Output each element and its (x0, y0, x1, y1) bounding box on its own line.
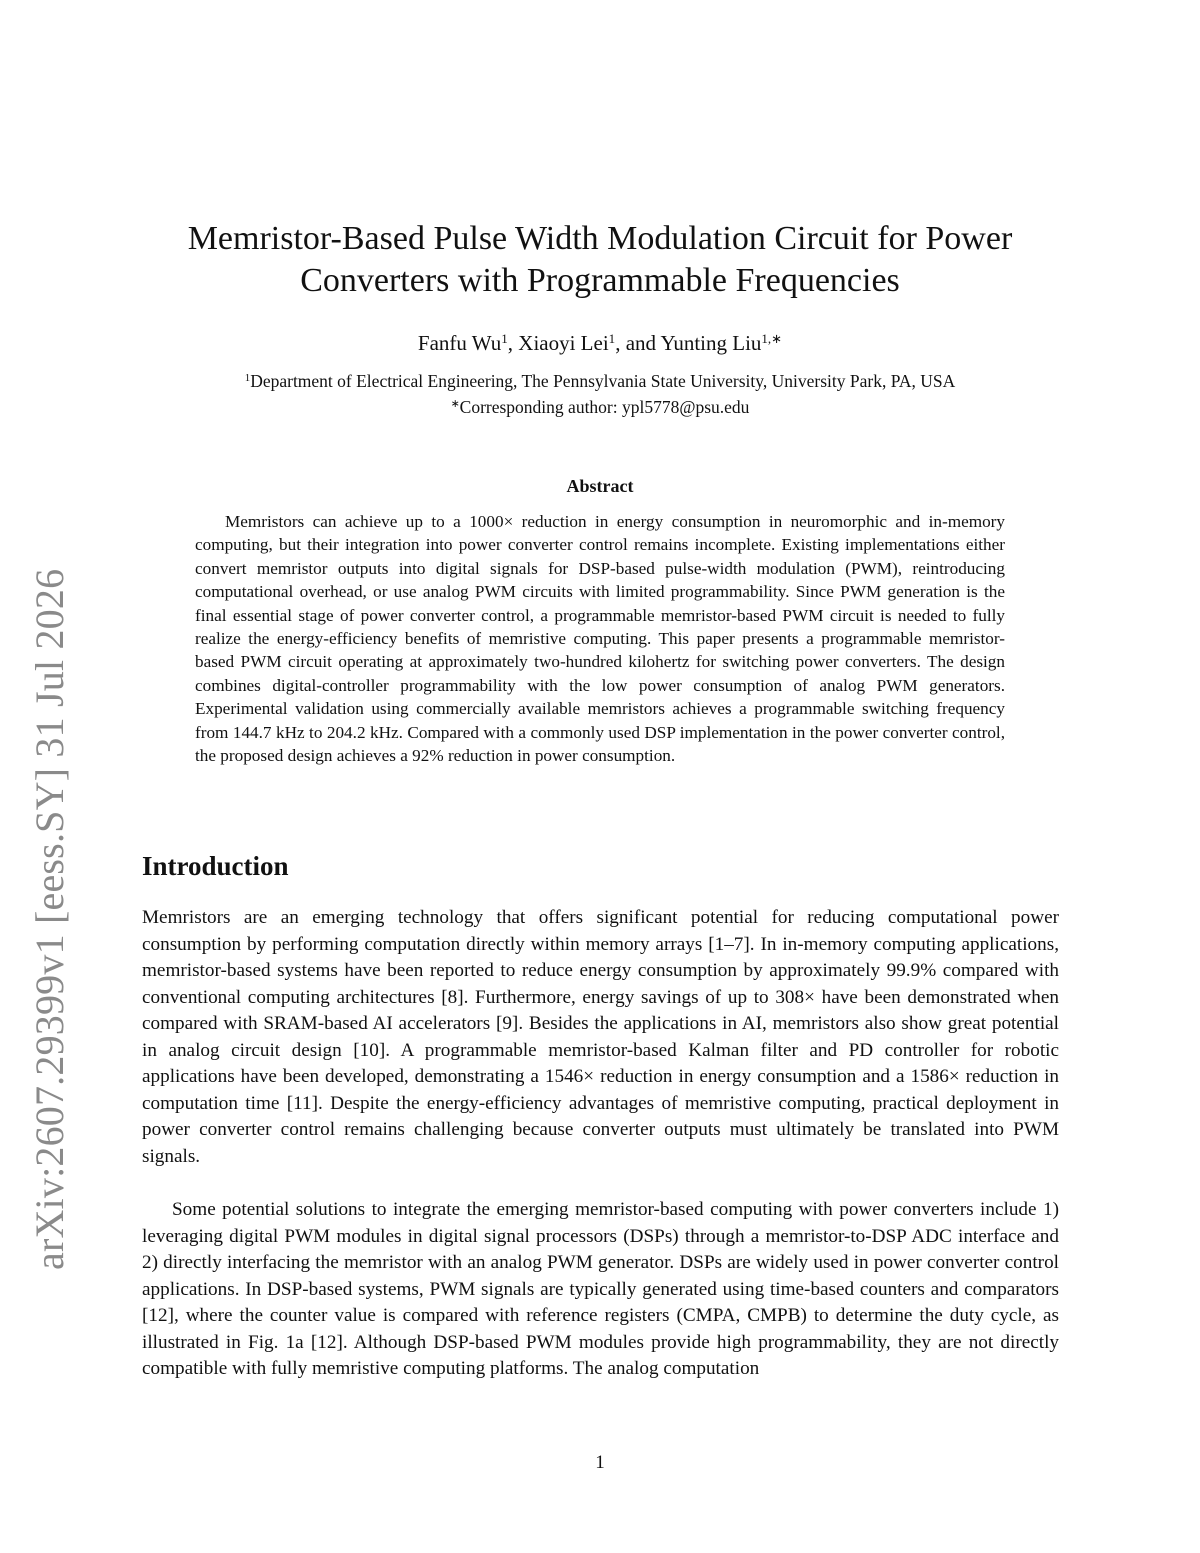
corresponding-author-text: Corresponding author: ypl5778@psu.edu (459, 397, 750, 417)
author-separator: , and (615, 331, 661, 355)
title-line-1: Memristor-Based Pulse Width Modulation Circuit for Power (187, 220, 1013, 257)
abstract-text: Memristors can achieve up to a 1000× reduction in energy consumption in neuromorphic and in-memory computing, but their integration into power converter control remains incomplete. Existing implementations either convert memristor outputs into digital signals for DSP-based pulse-width modulation (PWM), reintroducing computational overhead, or use analog PWM circuits with limited programmability. Since PWM generation is the final essential stage of power converter control, a programmable memristor-based PWM circuit is needed to fully realize the energy-efficiency benefits of memristive computing. This paper presents a programmable memristor-based PWM circuit operating at approximately two-hundred kilohertz for switching power converters. The design combines digital-controller programmability with the low power consumption of analog PWM generators. Experimental validation using commercially available memristors achieves a programmable switching frequency from 144.7 kHz to 204.2 kHz. Compared with a commonly used DSP implementation in the power converter control, the proposed design achieves a 92% reduction in power consumption. (195, 512, 1005, 766)
author-separator: , (507, 331, 519, 355)
paper-title (150, 218, 1050, 302)
page-number: 1 (595, 1452, 605, 1473)
affiliation-mark: 1 (244, 372, 251, 385)
body-paragraph: Memristors are an emerging technology that offers significant potential for reducing computational power consumption by performing computation directly within memory arrays [1–7]. In in-memory computing applications, memristor-based systems have been reported to reduce energy consumption by approximately 99.9% compared with conventional computing architectures [8]. Furthermore, energy savings of up to 308× have been demonstrated when compared with SRAM-based AI accelerators [9]. Besides the applications in AI, memristors also show great potential in analog circuit design [10]. A programmable memristor-based Kalman filter and PD controller for robotic applications have been developed, demonstrating a 1546× reduction in energy consumption and a 1586× reduction in computation time [11]. Despite the energy-efficiency advantages of memristive computing, practical deployment in power converter control remains challenging because converter outputs must ultimately be translated into PWM signals. (142, 907, 1059, 1167)
author-name: Fanfu Wu (417, 331, 502, 355)
author-list (150, 330, 1050, 356)
corresponding-author-line (150, 394, 1050, 420)
affiliation-line (150, 368, 1050, 394)
author-name: Xiaoyi Lei (518, 331, 609, 355)
body-paragraph: Some potential solutions to integrate the emerging memristor-based computing with power converters include 1) leveraging digital PWM modules in digital signal processors (DSPs) through a memristor-to-DSP ADC interface and 2) directly interfacing the memristor with an analog PWM generator. DSPs are widely used in power converter control applications. In DSP-based systems, PWM signals are typically generated using time-based counters and comparators [12], where the counter value is compared with reference registers (CMPA, CMPB) to determine the duty cycle, as illustrated in Fig. 1a [12]. Although DSP-based PWM modules provide high programmability, they are not directly compatible with fully memristive computing platforms. The analog computation (142, 1199, 1059, 1379)
affiliation-block (150, 368, 1050, 420)
author-affiliation-mark: 1 (608, 330, 616, 346)
author-affiliation-mark: 1 (501, 330, 508, 346)
arxiv-identifier-sidebar: arXiv:2607.29399v1 [eess.SY] 31 Jul 2026 (27, 568, 72, 1270)
author-name: Yunting Liu (660, 331, 762, 355)
title-line-2: Converters with Programmable Frequencies (300, 262, 900, 299)
author-affiliation-mark: 1,∗ (761, 330, 783, 346)
corresponding-mark: ∗ (450, 398, 460, 411)
abstract-heading: Abstract (566, 476, 634, 496)
affiliation-text: Department of Electrical Engineering, The Pennsylvania State University, University Park, PA, USA (250, 371, 956, 391)
section-heading-introduction: Introduction (142, 851, 289, 881)
